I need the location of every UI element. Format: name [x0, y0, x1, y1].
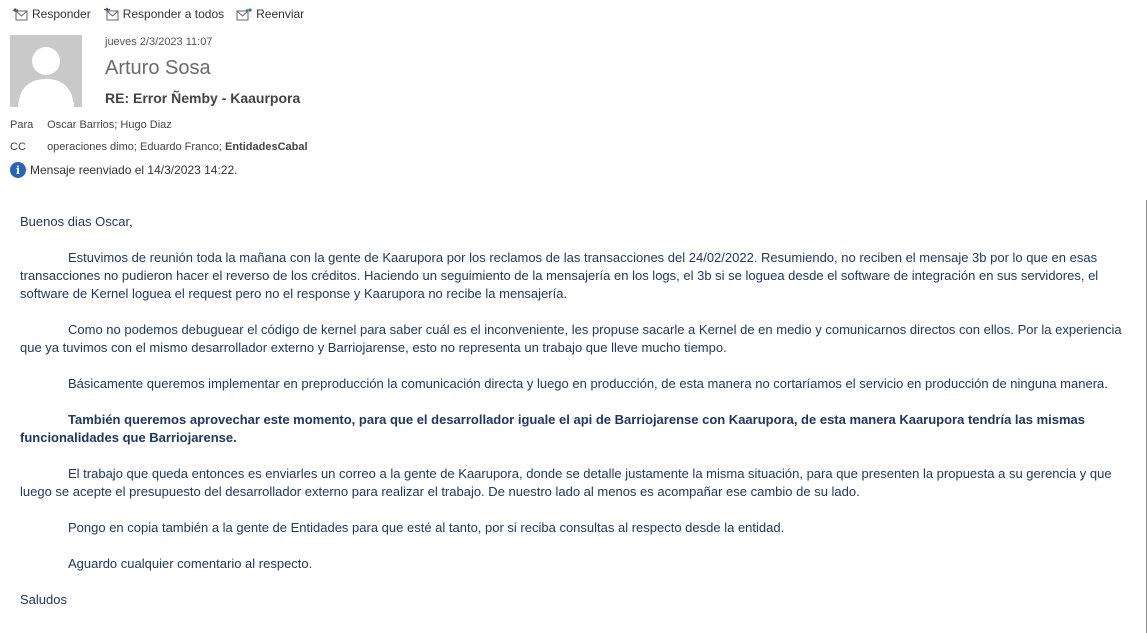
- paragraph-3: Básicamente queremos implementar en preproducción la comunicación directa y luego en producción, de esta manera no cortaríamos el servicio en producción de ninguna manera.: [68, 376, 1108, 391]
- reply-label: Responder: [32, 7, 91, 21]
- greeting: Buenos dias Oscar,: [20, 214, 133, 229]
- to-row: [10, 119, 172, 131]
- forward-notice: [10, 162, 238, 178]
- paragraph-5: El trabajo que queda entonces es enviarles un correo a la gente de Kaarupora, donde se detalle justamente la misma situación, para que presenten la propuesta a su gerencia y que luego se acepte el presupuesto del desarrollador externo para realizar el trabajo. De nuestro lado al menos es acompañar ese cambio de su lado.: [20, 466, 1112, 499]
- forward-label: Reenviar: [256, 7, 305, 21]
- cc-recipients-plain: operaciones dimo; Eduardo Franco;: [47, 141, 225, 153]
- paragraph-2: Como no podemos debuguear el código de kernel para saber cuál es el inconveniente, les propuse sacarle a Kernel de en medio y comunicarnos directos con ellos. Por la experiencia que ya tuvimos con el mismo desarrollador externo y Barriojarense, esto no representa un trabajo que lleve mucho tiempo.: [20, 322, 1122, 355]
- sender-name[interactable]: Arturo Sosa: [105, 57, 211, 79]
- forward-icon: [236, 7, 252, 21]
- closing: Saludos: [20, 592, 67, 607]
- paragraph-4: También queremos aprovechar este momento, para que el desarrollador iguale el api de Barriojarense con Kaarupora, de esta manera Kaarupora tendría las mismas funcionalidades que Barriojarense.: [20, 412, 1086, 445]
- forward-notice-text: Mensaje reenviado el 14/3/2023 14:22.: [30, 163, 238, 177]
- paragraph-7: Aguardo cualquier comentario al respecto.: [68, 556, 313, 571]
- cc-recipient-group[interactable]: EntidadesCabal: [225, 141, 308, 153]
- reply-all-button[interactable]: [103, 7, 224, 21]
- message-date: jueves 2/3/2023 11:07: [105, 36, 213, 48]
- message-toolbar: [12, 5, 316, 23]
- cc-label: CC: [10, 141, 26, 153]
- reply-button[interactable]: [12, 7, 91, 21]
- cc-recipients[interactable]: [47, 141, 307, 153]
- reply-icon: [12, 7, 28, 21]
- message-body: [20, 213, 1138, 627]
- forward-button[interactable]: [236, 7, 304, 21]
- to-label: Para: [10, 119, 34, 131]
- reply-all-icon: [103, 7, 119, 21]
- person-icon: [10, 35, 82, 107]
- paragraph-6: Pongo en copia también a la gente de Entidades para que esté al tanto, por si reciba consultas al respecto desde la entidad.: [68, 520, 785, 535]
- reply-all-label: Responder a todos: [122, 7, 225, 21]
- paragraph-1: Estuvimos de reunión toda la mañana con la gente de Kaarupora por los reclamos de las transacciones del 24/02/2022. Resumiendo, no reciben el mensaje 3b por lo que en esas transacciones no pudieron hacer el reverso de los créditos. Haciendo un seguimiento de la mensajería en los logs, el 3b si se loguea desde el software de integración en sus servidores, el software de Kernel loguea el request pero no el response y Kaarupora no recibe la mensajería.: [20, 250, 1099, 301]
- message-subject: RE: Error Ñemby - Kaaurpora: [105, 90, 301, 106]
- sender-avatar: [10, 35, 82, 107]
- to-recipients[interactable]: Oscar Barrios; Hugo Diaz: [47, 119, 172, 131]
- cc-row: [10, 141, 308, 153]
- info-icon: i: [10, 162, 26, 178]
